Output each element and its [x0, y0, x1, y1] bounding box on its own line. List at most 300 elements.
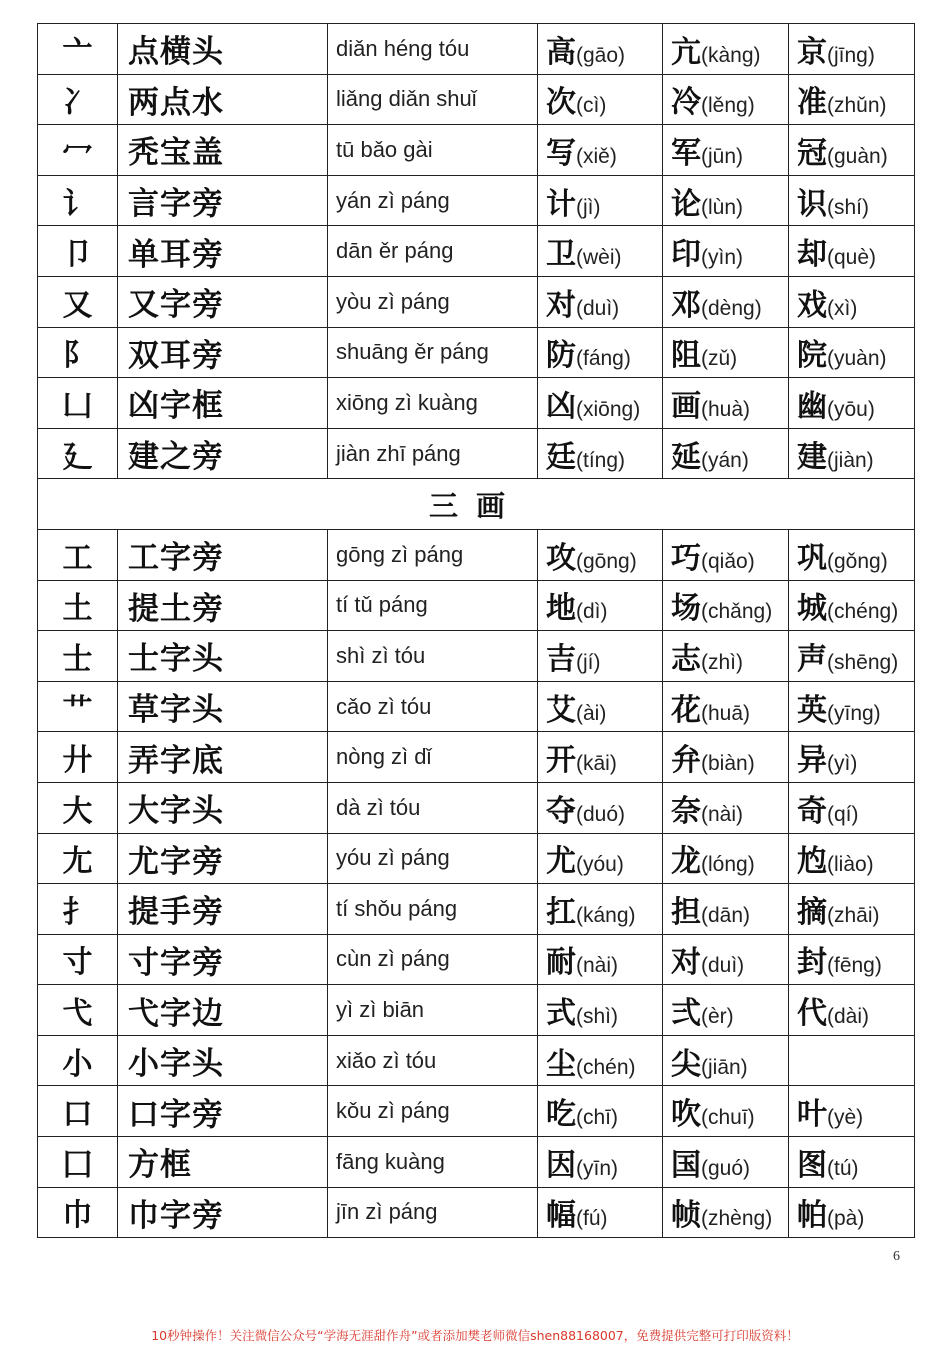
example-pinyin: (zhāi) [827, 903, 880, 927]
example-character: 异 [797, 743, 827, 779]
example-character: 因 [546, 1147, 576, 1183]
example-cell [789, 175, 915, 226]
radical-table [37, 23, 915, 1238]
example-character: 识 [797, 186, 827, 222]
example-pinyin: (pà) [827, 1207, 865, 1231]
example-character: 次 [546, 85, 576, 121]
example-character: 廷 [546, 439, 576, 475]
example-character: 印 [671, 237, 701, 273]
example-character: 奇 [797, 793, 827, 829]
radical-name: 提手旁 [118, 884, 328, 935]
radical-pinyin: cǎo zì tóu [328, 681, 538, 732]
table-row [38, 732, 915, 783]
example-character: 戏 [797, 287, 827, 323]
radical-cell: 凵 [38, 378, 118, 429]
example-cell [789, 681, 915, 732]
example-pinyin: (biàn) [701, 752, 755, 776]
example-pinyin: (dì) [576, 600, 608, 624]
radical-cell: 阝 [38, 327, 118, 378]
radical-cell: 扌 [38, 884, 118, 935]
radical-pinyin: xiōng zì kuàng [328, 378, 538, 429]
radical-cell: 囗 [38, 1137, 118, 1188]
example-cell [538, 884, 663, 935]
example-cell [789, 529, 915, 580]
example-pinyin: (huà) [701, 397, 751, 421]
example-cell [663, 226, 789, 277]
example-cell [538, 631, 663, 682]
example-pinyin: (kāi) [576, 752, 617, 776]
example-character: 画 [671, 388, 701, 424]
example-character: 场 [671, 591, 701, 627]
example-cell [663, 428, 789, 479]
radical-pinyin: yóu zì páng [328, 833, 538, 884]
example-cell [789, 1035, 915, 1086]
radical-cell: 寸 [38, 934, 118, 985]
example-cell [538, 378, 663, 429]
example-character: 吹 [671, 1097, 701, 1133]
example-pinyin: (wèi) [576, 246, 622, 270]
footer-notice: 10秒钟操作！关注微信公众号“学海无涯甜作舟”或者添加樊老师微信shen88168007，免费提供完整可打印版资料！ [151, 1328, 799, 1343]
example-cell [538, 276, 663, 327]
example-cell [538, 74, 663, 125]
radical-name: 弋字边 [118, 985, 328, 1036]
example-character: 扛 [546, 894, 576, 930]
example-cell [789, 276, 915, 327]
example-pinyin: (duì) [701, 954, 745, 978]
example-character: 吃 [546, 1097, 576, 1133]
radical-cell: 巾 [38, 1187, 118, 1238]
example-cell [663, 1137, 789, 1188]
example-cell [789, 378, 915, 429]
example-character: 幽 [797, 388, 827, 424]
radical-name: 口字旁 [118, 1086, 328, 1137]
radical-pinyin: tí shǒu páng [328, 884, 538, 935]
example-pinyin: (shēng) [827, 650, 899, 674]
table-row [38, 24, 915, 75]
radical-pinyin: liǎng diǎn shuǐ [328, 74, 538, 125]
example-character: 邓 [671, 287, 701, 323]
example-character: 尖 [671, 1046, 701, 1082]
radical-pinyin: yì zì biān [328, 985, 538, 1036]
example-cell [663, 327, 789, 378]
example-pinyin: (zhèng) [701, 1207, 773, 1231]
radical-name: 提土旁 [118, 580, 328, 631]
example-pinyin: (yìn) [701, 246, 743, 270]
example-cell [663, 631, 789, 682]
radical-cell: 讠 [38, 175, 118, 226]
radical-cell: 卩 [38, 226, 118, 277]
example-cell [663, 378, 789, 429]
radical-pinyin: tí tǔ páng [328, 580, 538, 631]
example-character: 耐 [546, 945, 576, 981]
table-row [38, 276, 915, 327]
example-pinyin: (chén) [576, 1055, 636, 1079]
example-cell [538, 529, 663, 580]
example-cell [663, 175, 789, 226]
example-pinyin: (zhǔn) [827, 94, 887, 118]
example-cell [538, 327, 663, 378]
radical-cell: 冫 [38, 74, 118, 125]
example-character: 式 [546, 996, 576, 1032]
radicals-two-strokes [38, 24, 915, 479]
table-row [38, 1137, 915, 1188]
radical-cell: 艹 [38, 681, 118, 732]
example-pinyin: (shì) [576, 1005, 618, 1029]
example-pinyin: (duì) [576, 296, 620, 320]
example-character: 准 [797, 85, 827, 121]
example-cell [663, 732, 789, 783]
example-character: 志 [671, 641, 701, 677]
example-character: 对 [671, 945, 701, 981]
radical-cell: 廾 [38, 732, 118, 783]
example-cell [663, 884, 789, 935]
example-pinyin: (kàng) [701, 43, 761, 67]
radical-pinyin: nòng zì dǐ [328, 732, 538, 783]
example-cell [789, 934, 915, 985]
radical-name: 巾字旁 [118, 1187, 328, 1238]
example-cell [663, 125, 789, 176]
example-pinyin: (duó) [576, 802, 626, 826]
example-pinyin: (lùn) [701, 195, 744, 219]
example-character: 军 [671, 135, 701, 171]
example-cell [538, 428, 663, 479]
example-pinyin: (chī) [576, 1106, 618, 1130]
example-cell [663, 276, 789, 327]
example-pinyin: (huā) [701, 701, 751, 725]
radical-name: 大字头 [118, 782, 328, 833]
table-row [38, 782, 915, 833]
example-cell [789, 1086, 915, 1137]
table-row [38, 378, 915, 429]
table-row [38, 985, 915, 1036]
example-cell [538, 782, 663, 833]
example-pinyin: (cì) [576, 94, 607, 118]
example-pinyin: (dān) [701, 903, 751, 927]
example-character: 弍 [671, 996, 701, 1032]
table-row [38, 175, 915, 226]
example-character: 国 [671, 1147, 701, 1183]
example-pinyin: (guó) [701, 1156, 751, 1180]
example-cell [538, 226, 663, 277]
example-cell [538, 934, 663, 985]
example-character: 龙 [671, 844, 701, 880]
radical-name: 寸字旁 [118, 934, 328, 985]
example-cell [663, 681, 789, 732]
radical-cell: 大 [38, 782, 118, 833]
example-pinyin: (yè) [827, 1106, 864, 1130]
example-pinyin: (jí) [576, 650, 601, 674]
table-row [38, 125, 915, 176]
example-character: 担 [671, 894, 701, 930]
example-character: 延 [671, 439, 701, 475]
example-pinyin: (fáng) [576, 347, 631, 371]
example-pinyin: (yōu) [827, 397, 875, 421]
example-pinyin: (nài) [576, 954, 619, 978]
radical-cell: 土 [38, 580, 118, 631]
example-cell [789, 125, 915, 176]
example-character: 卫 [546, 237, 576, 273]
example-cell [538, 580, 663, 631]
example-pinyin: (chǎng) [701, 600, 773, 624]
table-row [38, 327, 915, 378]
example-pinyin: (jiàn) [827, 448, 874, 472]
example-character: 帕 [797, 1198, 827, 1234]
example-cell [663, 934, 789, 985]
example-cell [663, 833, 789, 884]
radical-name: 弄字底 [118, 732, 328, 783]
example-character: 夺 [546, 793, 576, 829]
radical-name: 凶字框 [118, 378, 328, 429]
example-character: 冷 [671, 85, 701, 121]
radical-name: 建之旁 [118, 428, 328, 479]
example-cell [663, 580, 789, 631]
example-cell [789, 1137, 915, 1188]
example-pinyin: (yuàn) [827, 347, 887, 371]
radical-pinyin: dān ěr páng [328, 226, 538, 277]
example-cell [789, 327, 915, 378]
table-row [38, 580, 915, 631]
example-cell [538, 24, 663, 75]
example-cell [663, 74, 789, 125]
table-row [38, 631, 915, 682]
table-row [38, 1086, 915, 1137]
example-cell [538, 1187, 663, 1238]
example-character: 帧 [671, 1198, 701, 1234]
example-pinyin: (chéng) [827, 600, 899, 624]
example-character: 地 [546, 591, 576, 627]
example-pinyin: (èr) [701, 1005, 734, 1029]
example-cell [538, 681, 663, 732]
radical-pinyin: tū bǎo gài [328, 125, 538, 176]
radical-pinyin: xiǎo zì tóu [328, 1035, 538, 1086]
table-row [38, 934, 915, 985]
example-character: 幅 [546, 1198, 576, 1234]
radical-name: 两点水 [118, 74, 328, 125]
example-character: 尤 [546, 844, 576, 880]
example-pinyin: (dèng) [701, 296, 762, 320]
example-cell [789, 884, 915, 935]
radical-name: 又字旁 [118, 276, 328, 327]
radical-pinyin: gōng zì páng [328, 529, 538, 580]
example-character: 防 [546, 338, 576, 374]
example-cell [663, 529, 789, 580]
section-three-strokes [38, 479, 915, 530]
table-row [38, 226, 915, 277]
example-character: 奈 [671, 793, 701, 829]
example-cell [538, 125, 663, 176]
example-pinyin: (liào) [827, 853, 874, 877]
example-character: 开 [546, 743, 576, 779]
example-pinyin: (yīn) [576, 1156, 618, 1180]
radical-name: 点横头 [118, 24, 328, 75]
radical-pinyin: fāng kuàng [328, 1137, 538, 1188]
radical-pinyin: cùn zì páng [328, 934, 538, 985]
example-character: 花 [671, 692, 701, 728]
table-row [38, 529, 915, 580]
example-cell [789, 782, 915, 833]
radical-pinyin: dà zì tóu [328, 782, 538, 833]
example-character: 声 [797, 641, 827, 677]
example-character: 叶 [797, 1097, 827, 1133]
example-character: 弁 [671, 743, 701, 779]
radical-pinyin: shuāng ěr páng [328, 327, 538, 378]
example-character: 论 [671, 186, 701, 222]
radical-name: 小字头 [118, 1035, 328, 1086]
radical-name: 言字旁 [118, 175, 328, 226]
example-cell [538, 985, 663, 1036]
example-pinyin: (gāo) [576, 43, 626, 67]
radical-name: 单耳旁 [118, 226, 328, 277]
table-row [38, 1187, 915, 1238]
radical-name: 双耳旁 [118, 327, 328, 378]
example-pinyin: (lěng) [701, 94, 755, 118]
page-number: 6 [893, 1249, 900, 1264]
example-pinyin: (yóu) [576, 853, 624, 877]
example-pinyin: (fēng) [827, 954, 882, 978]
example-character: 巩 [797, 540, 827, 576]
example-cell [538, 1086, 663, 1137]
radical-cell: 冖 [38, 125, 118, 176]
example-character: 尘 [546, 1046, 576, 1082]
example-character: 阻 [671, 338, 701, 374]
radical-name: 工字旁 [118, 529, 328, 580]
radical-pinyin: jiàn zhī páng [328, 428, 538, 479]
example-character: 吉 [546, 641, 576, 677]
example-pinyin: (jūn) [701, 144, 744, 168]
example-character: 城 [797, 591, 827, 627]
example-pinyin: (tú) [827, 1156, 859, 1180]
example-pinyin: (jīng) [827, 43, 875, 67]
example-cell [538, 1035, 663, 1086]
table-row [38, 1035, 915, 1086]
table-row [38, 681, 915, 732]
example-character: 英 [797, 692, 827, 728]
example-pinyin: (gōng) [576, 549, 637, 573]
example-character: 艾 [546, 692, 576, 728]
example-pinyin: (tíng) [576, 448, 626, 472]
example-character: 写 [546, 135, 576, 171]
example-character: 摘 [797, 894, 827, 930]
example-cell [789, 631, 915, 682]
example-cell [663, 782, 789, 833]
example-pinyin: (lóng) [701, 853, 755, 877]
radical-cell: 小 [38, 1035, 118, 1086]
radical-cell: 工 [38, 529, 118, 580]
table-row [38, 74, 915, 125]
radical-cell: 弋 [38, 985, 118, 1036]
example-pinyin: (dài) [827, 1005, 870, 1029]
example-cell [663, 1086, 789, 1137]
example-pinyin: (káng) [576, 903, 636, 927]
example-pinyin: (gǒng) [827, 549, 888, 573]
example-cell [789, 1187, 915, 1238]
example-cell [663, 985, 789, 1036]
example-pinyin: (jì) [576, 195, 601, 219]
radical-name: 尤字旁 [118, 833, 328, 884]
example-pinyin: (xiě) [576, 144, 617, 168]
example-cell [789, 24, 915, 75]
example-cell [538, 732, 663, 783]
section-header-row [38, 479, 915, 530]
table-row [38, 884, 915, 935]
example-pinyin: (guàn) [827, 144, 888, 168]
radical-pinyin: yán zì páng [328, 175, 538, 226]
example-character: 高 [546, 34, 576, 70]
example-pinyin: (xiōng) [576, 397, 641, 421]
example-character: 封 [797, 945, 827, 981]
example-cell [789, 833, 915, 884]
example-character: 计 [546, 186, 576, 222]
radical-cell: 又 [38, 276, 118, 327]
radical-pinyin: kǒu zì páng [328, 1086, 538, 1137]
radical-name: 士字头 [118, 631, 328, 682]
example-cell [789, 428, 915, 479]
example-pinyin: (fú) [576, 1207, 608, 1231]
example-pinyin: (nài) [701, 802, 744, 826]
example-pinyin: (chuī) [701, 1106, 755, 1130]
example-character: 巧 [671, 540, 701, 576]
example-character: 院 [797, 338, 827, 374]
example-cell [789, 732, 915, 783]
example-pinyin: (ài) [576, 701, 607, 725]
example-character: 京 [797, 34, 827, 70]
example-pinyin: (yán) [701, 448, 749, 472]
radicals-three-strokes [38, 529, 915, 1237]
radical-cell: 廴 [38, 428, 118, 479]
example-character: 尥 [797, 844, 827, 880]
radical-cell: 亠 [38, 24, 118, 75]
example-character: 建 [797, 439, 827, 475]
example-character: 图 [797, 1147, 827, 1183]
example-cell [789, 74, 915, 125]
example-cell [663, 1035, 789, 1086]
example-character: 代 [797, 996, 827, 1032]
example-cell [789, 226, 915, 277]
radical-cell: 士 [38, 631, 118, 682]
example-cell [663, 24, 789, 75]
radical-name: 秃宝盖 [118, 125, 328, 176]
radical-name: 方框 [118, 1137, 328, 1188]
example-cell [538, 175, 663, 226]
example-cell [538, 833, 663, 884]
example-pinyin: (shí) [827, 195, 869, 219]
example-cell [789, 985, 915, 1036]
example-pinyin: (qiǎo) [701, 549, 755, 573]
example-character: 攻 [546, 540, 576, 576]
example-pinyin: (zǔ) [701, 347, 738, 371]
radical-pinyin: jīn zì páng [328, 1187, 538, 1238]
example-cell [538, 1137, 663, 1188]
table-row [38, 428, 915, 479]
example-character: 凶 [546, 388, 576, 424]
example-cell [663, 1187, 789, 1238]
example-character: 冠 [797, 135, 827, 171]
radical-pinyin: diǎn héng tóu [328, 24, 538, 75]
example-pinyin: (yīng) [827, 701, 881, 725]
example-pinyin: (xì) [827, 296, 858, 320]
radical-pinyin: yòu zì páng [328, 276, 538, 327]
radical-pinyin: shì zì tóu [328, 631, 538, 682]
example-character: 对 [546, 287, 576, 323]
example-cell [789, 580, 915, 631]
example-pinyin: (qí) [827, 802, 859, 826]
example-character: 亢 [671, 34, 701, 70]
example-pinyin: (què) [827, 246, 877, 270]
table-row [38, 833, 915, 884]
example-character: 却 [797, 237, 827, 273]
radical-cell: 尢 [38, 833, 118, 884]
section-title: 三画 [38, 479, 915, 530]
